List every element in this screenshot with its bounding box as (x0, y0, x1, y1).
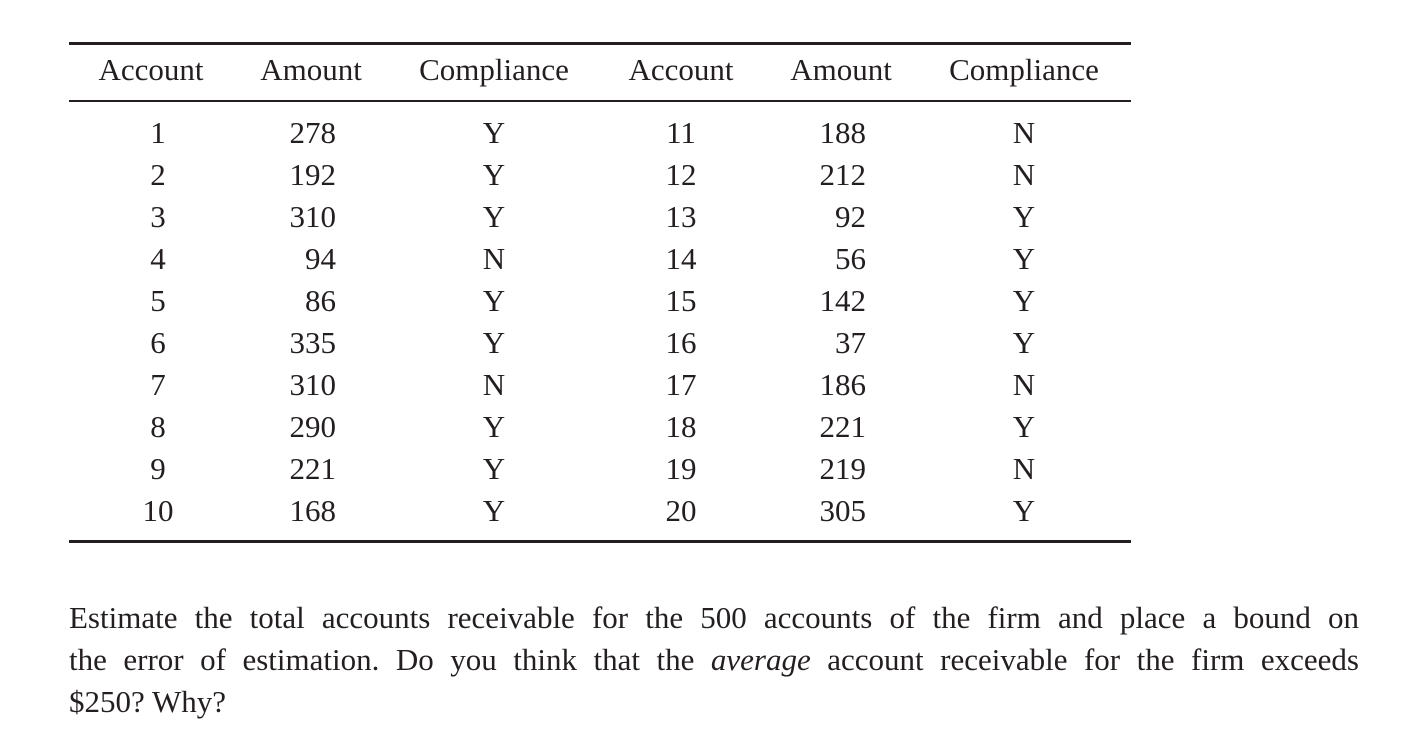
account-cell: 16 (665, 325, 697, 360)
account-cell: 4 (150, 241, 166, 276)
question-line-2 (69, 639, 1359, 681)
account-cell: 19 (665, 451, 697, 486)
compliance-cell: Y (1012, 283, 1036, 318)
compliance-cell: Y (482, 325, 506, 360)
account-cell: 3 (150, 199, 166, 234)
account-cell: 1 (150, 115, 166, 150)
account-cell: 10 (142, 493, 174, 528)
compliance-cell: N (1012, 451, 1036, 486)
compliance-cell: Y (1012, 199, 1036, 234)
amount-cell: 221 (819, 409, 866, 444)
amount-cell: 188 (819, 115, 866, 150)
question-line-2-end: account receivable for the firm exceeds (810, 642, 1359, 677)
amount-cell: 86 (305, 283, 336, 318)
amount-cell: 168 (289, 493, 336, 528)
amount-cell: 212 (819, 157, 866, 192)
account-cell: 15 (665, 283, 697, 318)
question-line-2-start: the error of estimation. Do you think that the (69, 642, 711, 677)
compliance-cell: N (1012, 157, 1036, 192)
table-bottom-rule (69, 540, 1131, 543)
account-cell: 17 (665, 367, 697, 402)
amount-cell: 142 (819, 283, 866, 318)
amount-cell: 221 (289, 451, 336, 486)
account-cell: 8 (150, 409, 166, 444)
compliance-cell: N (482, 367, 506, 402)
question-emphasis-average: average (710, 642, 811, 677)
compliance-cell: Y (482, 493, 506, 528)
compliance-cell: Y (482, 283, 506, 318)
amount-cell: 335 (289, 325, 336, 360)
header-account-1: Account (98, 52, 204, 87)
amount-cell: 290 (289, 409, 336, 444)
amount-cell: 219 (819, 451, 866, 486)
amount-cell: 192 (289, 157, 336, 192)
compliance-cell: Y (482, 157, 506, 192)
question-line-1: Estimate the total accounts receivable for the 500 accounts of the firm and place a bound on (69, 600, 1359, 635)
account-cell: 12 (665, 157, 697, 192)
compliance-cell: Y (1012, 241, 1036, 276)
account-cell: 7 (150, 367, 166, 402)
compliance-cell: Y (482, 199, 506, 234)
compliance-cell: Y (1012, 325, 1036, 360)
amount-cell: 94 (305, 241, 336, 276)
account-cell: 18 (665, 409, 697, 444)
amount-cell: 37 (835, 325, 866, 360)
question-line-3: $250? Why? (69, 684, 226, 719)
compliance-cell: Y (482, 409, 506, 444)
header-amount-2: Amount (790, 52, 892, 87)
account-cell: 11 (666, 115, 696, 150)
amount-cell: 278 (289, 115, 336, 150)
amount-cell: 310 (289, 367, 336, 402)
compliance-cell: N (1012, 115, 1036, 150)
account-cell: 13 (665, 199, 697, 234)
account-cell: 5 (150, 283, 166, 318)
compliance-cell: Y (482, 451, 506, 486)
header-account-2: Account (628, 52, 734, 87)
amount-cell: 305 (819, 493, 866, 528)
header-compliance-1: Compliance (419, 52, 569, 87)
amount-cell: 186 (819, 367, 866, 402)
amount-cell: 92 (835, 199, 866, 234)
account-cell: 2 (150, 157, 166, 192)
compliance-cell: Y (1012, 409, 1036, 444)
header-compliance-2: Compliance (949, 52, 1099, 87)
account-cell: 9 (150, 451, 166, 486)
compliance-cell: Y (482, 115, 506, 150)
question-paragraph (69, 597, 1359, 723)
account-cell: 20 (665, 493, 697, 528)
account-cell: 6 (150, 325, 166, 360)
table-header-rule (69, 100, 1131, 102)
table-top-rule (69, 42, 1131, 45)
compliance-cell: Y (1012, 493, 1036, 528)
header-amount-1: Amount (260, 52, 362, 87)
account-cell: 14 (665, 241, 697, 276)
amount-cell: 310 (289, 199, 336, 234)
compliance-cell: N (482, 241, 506, 276)
compliance-cell: N (1012, 367, 1036, 402)
amount-cell: 56 (835, 241, 866, 276)
